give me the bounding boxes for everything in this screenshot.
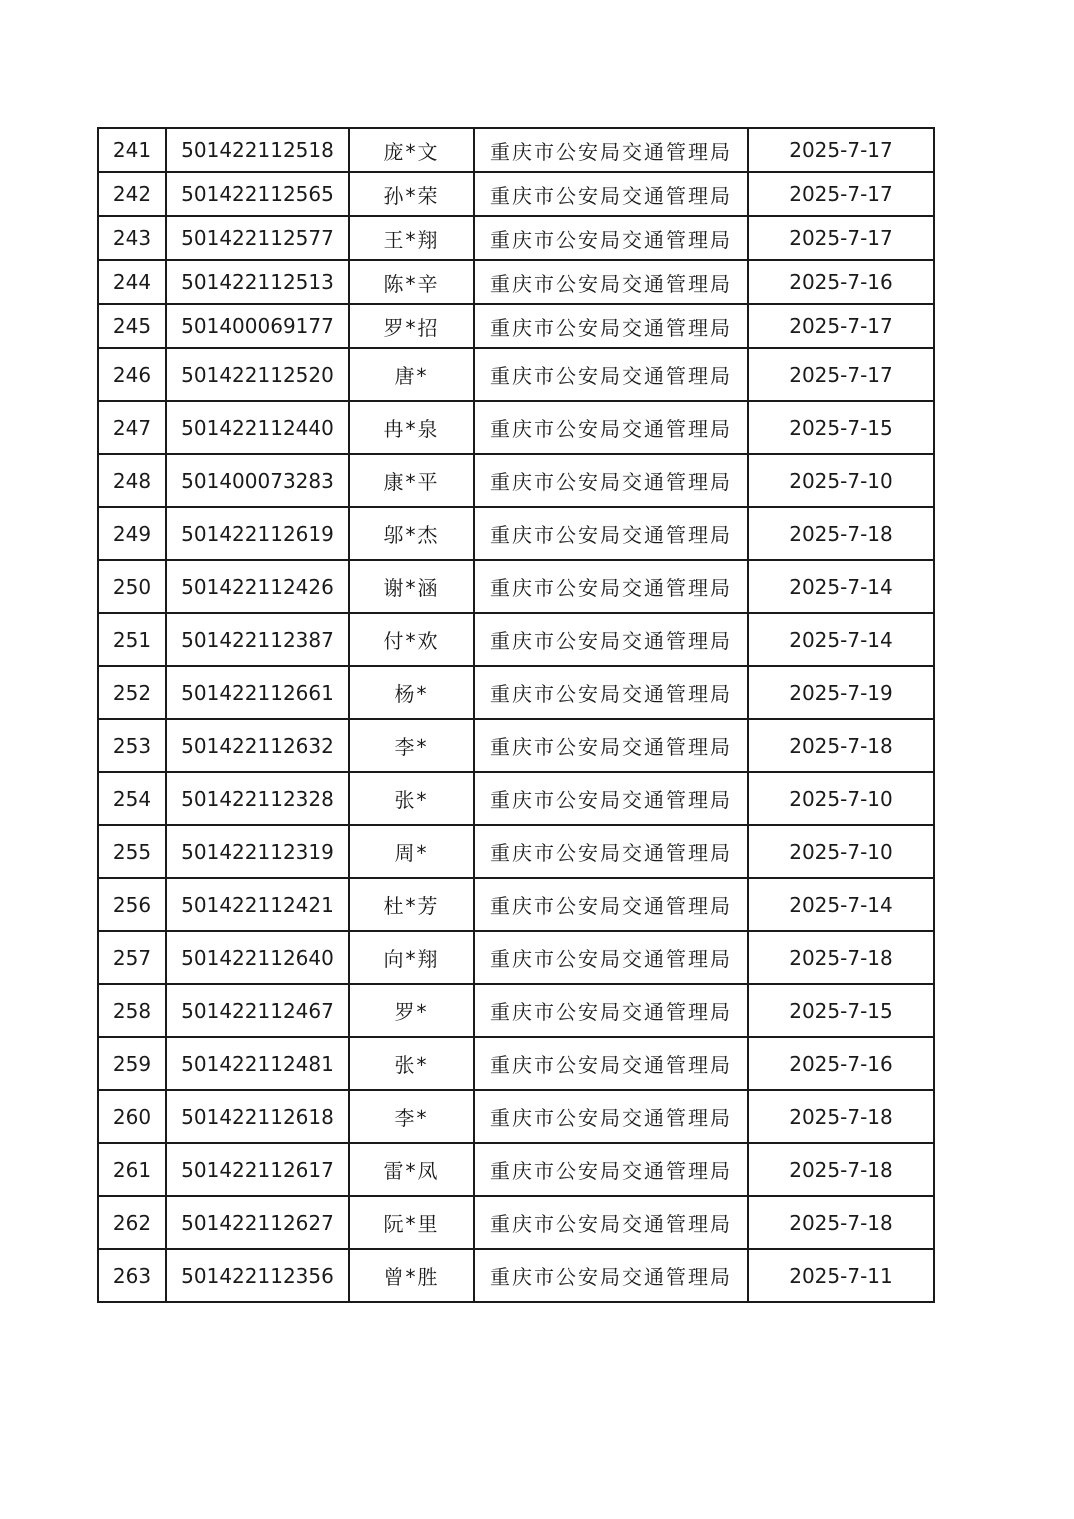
cell-record-id: 501422112627 (166, 1196, 349, 1249)
cell-person-name: 杨* (349, 666, 474, 719)
table-row (98, 613, 934, 666)
cell-row-number: 250 (98, 560, 166, 613)
cell-agency: 重庆市公安局交通管理局 (474, 1196, 748, 1249)
cell-record-id: 501422112577 (166, 216, 349, 260)
table-row (98, 507, 934, 560)
cell-row-number: 244 (98, 260, 166, 304)
cell-agency: 重庆市公安局交通管理局 (474, 172, 748, 216)
cell-date: 2025-7-10 (748, 454, 934, 507)
cell-agency: 重庆市公安局交通管理局 (474, 613, 748, 666)
cell-agency: 重庆市公安局交通管理局 (474, 1037, 748, 1090)
table-row (98, 719, 934, 772)
cell-date: 2025-7-16 (748, 260, 934, 304)
table-row (98, 216, 934, 260)
cell-person-name: 李* (349, 719, 474, 772)
cell-record-id: 501422112467 (166, 984, 349, 1037)
table-row (98, 401, 934, 454)
cell-row-number: 263 (98, 1249, 166, 1302)
cell-agency: 重庆市公安局交通管理局 (474, 128, 748, 172)
cell-date: 2025-7-17 (748, 216, 934, 260)
table-row (98, 984, 934, 1037)
cell-row-number: 261 (98, 1143, 166, 1196)
cell-date: 2025-7-15 (748, 401, 934, 454)
cell-agency: 重庆市公安局交通管理局 (474, 1090, 748, 1143)
cell-person-name: 雷*凤 (349, 1143, 474, 1196)
cell-record-id: 501422112520 (166, 348, 349, 401)
cell-agency: 重庆市公安局交通管理局 (474, 216, 748, 260)
cell-date: 2025-7-19 (748, 666, 934, 719)
table-row (98, 1196, 934, 1249)
table-row (98, 666, 934, 719)
cell-person-name: 康*平 (349, 454, 474, 507)
table-row (98, 454, 934, 507)
cell-record-id: 501422112319 (166, 825, 349, 878)
cell-agency: 重庆市公安局交通管理局 (474, 401, 748, 454)
cell-person-name: 周* (349, 825, 474, 878)
cell-record-id: 501422112421 (166, 878, 349, 931)
cell-person-name: 罗* (349, 984, 474, 1037)
cell-person-name: 孙*荣 (349, 172, 474, 216)
records-table (97, 127, 935, 1303)
cell-agency: 重庆市公安局交通管理局 (474, 454, 748, 507)
cell-row-number: 259 (98, 1037, 166, 1090)
cell-agency: 重庆市公安局交通管理局 (474, 719, 748, 772)
table-row (98, 1249, 934, 1302)
cell-person-name: 冉*泉 (349, 401, 474, 454)
cell-agency: 重庆市公安局交通管理局 (474, 931, 748, 984)
cell-agency: 重庆市公安局交通管理局 (474, 825, 748, 878)
cell-row-number: 262 (98, 1196, 166, 1249)
cell-row-number: 257 (98, 931, 166, 984)
cell-date: 2025-7-14 (748, 560, 934, 613)
cell-person-name: 王*翔 (349, 216, 474, 260)
cell-date: 2025-7-17 (748, 128, 934, 172)
table-row (98, 878, 934, 931)
cell-person-name: 曾*胜 (349, 1249, 474, 1302)
cell-row-number: 258 (98, 984, 166, 1037)
cell-person-name: 杜*芳 (349, 878, 474, 931)
cell-person-name: 张* (349, 772, 474, 825)
cell-agency: 重庆市公安局交通管理局 (474, 260, 748, 304)
cell-date: 2025-7-18 (748, 507, 934, 560)
cell-agency: 重庆市公安局交通管理局 (474, 507, 748, 560)
table-row (98, 772, 934, 825)
cell-row-number: 242 (98, 172, 166, 216)
cell-record-id: 501422112619 (166, 507, 349, 560)
table-row (98, 260, 934, 304)
cell-row-number: 249 (98, 507, 166, 560)
cell-record-id: 501422112513 (166, 260, 349, 304)
cell-record-id: 501422112565 (166, 172, 349, 216)
cell-row-number: 252 (98, 666, 166, 719)
cell-date: 2025-7-18 (748, 1196, 934, 1249)
cell-row-number: 260 (98, 1090, 166, 1143)
cell-row-number: 241 (98, 128, 166, 172)
table-row (98, 128, 934, 172)
cell-person-name: 唐* (349, 348, 474, 401)
cell-record-id: 501422112518 (166, 128, 349, 172)
cell-person-name: 向*翔 (349, 931, 474, 984)
records-table-body (98, 128, 934, 1302)
cell-record-id: 501422112328 (166, 772, 349, 825)
table-row (98, 560, 934, 613)
cell-person-name: 张* (349, 1037, 474, 1090)
cell-record-id: 501422112426 (166, 560, 349, 613)
cell-date: 2025-7-10 (748, 825, 934, 878)
cell-person-name: 邬*杰 (349, 507, 474, 560)
cell-date: 2025-7-14 (748, 878, 934, 931)
cell-person-name: 庞*文 (349, 128, 474, 172)
cell-date: 2025-7-17 (748, 304, 934, 348)
cell-date: 2025-7-17 (748, 348, 934, 401)
cell-date: 2025-7-17 (748, 172, 934, 216)
cell-date: 2025-7-18 (748, 719, 934, 772)
cell-row-number: 248 (98, 454, 166, 507)
cell-record-id: 501422112618 (166, 1090, 349, 1143)
cell-record-id: 501422112632 (166, 719, 349, 772)
cell-row-number: 254 (98, 772, 166, 825)
table-row (98, 1090, 934, 1143)
cell-record-id: 501422112640 (166, 931, 349, 984)
cell-person-name: 阮*里 (349, 1196, 474, 1249)
cell-row-number: 243 (98, 216, 166, 260)
cell-date: 2025-7-18 (748, 931, 934, 984)
cell-agency: 重庆市公安局交通管理局 (474, 878, 748, 931)
cell-record-id: 501422112481 (166, 1037, 349, 1090)
cell-row-number: 247 (98, 401, 166, 454)
cell-date: 2025-7-18 (748, 1090, 934, 1143)
cell-row-number: 256 (98, 878, 166, 931)
cell-person-name: 陈*辛 (349, 260, 474, 304)
table-row (98, 304, 934, 348)
cell-row-number: 255 (98, 825, 166, 878)
cell-record-id: 501422112661 (166, 666, 349, 719)
table-row (98, 348, 934, 401)
cell-agency: 重庆市公安局交通管理局 (474, 304, 748, 348)
cell-date: 2025-7-16 (748, 1037, 934, 1090)
cell-record-id: 501422112440 (166, 401, 349, 454)
cell-date: 2025-7-10 (748, 772, 934, 825)
cell-agency: 重庆市公安局交通管理局 (474, 560, 748, 613)
cell-row-number: 245 (98, 304, 166, 348)
cell-agency: 重庆市公安局交通管理局 (474, 772, 748, 825)
cell-agency: 重庆市公安局交通管理局 (474, 666, 748, 719)
cell-date: 2025-7-11 (748, 1249, 934, 1302)
cell-row-number: 253 (98, 719, 166, 772)
cell-agency: 重庆市公安局交通管理局 (474, 1143, 748, 1196)
cell-agency: 重庆市公安局交通管理局 (474, 348, 748, 401)
cell-person-name: 谢*涵 (349, 560, 474, 613)
cell-agency: 重庆市公安局交通管理局 (474, 1249, 748, 1302)
cell-record-id: 501422112617 (166, 1143, 349, 1196)
cell-person-name: 李* (349, 1090, 474, 1143)
table-row (98, 1143, 934, 1196)
table-row (98, 825, 934, 878)
cell-person-name: 罗*招 (349, 304, 474, 348)
cell-agency: 重庆市公安局交通管理局 (474, 984, 748, 1037)
cell-date: 2025-7-14 (748, 613, 934, 666)
table-row (98, 931, 934, 984)
table-row (98, 1037, 934, 1090)
cell-record-id: 501400073283 (166, 454, 349, 507)
table-row (98, 172, 934, 216)
cell-date: 2025-7-18 (748, 1143, 934, 1196)
cell-row-number: 246 (98, 348, 166, 401)
cell-person-name: 付*欢 (349, 613, 474, 666)
cell-row-number: 251 (98, 613, 166, 666)
cell-date: 2025-7-15 (748, 984, 934, 1037)
cell-record-id: 501400069177 (166, 304, 349, 348)
cell-record-id: 501422112387 (166, 613, 349, 666)
cell-record-id: 501422112356 (166, 1249, 349, 1302)
